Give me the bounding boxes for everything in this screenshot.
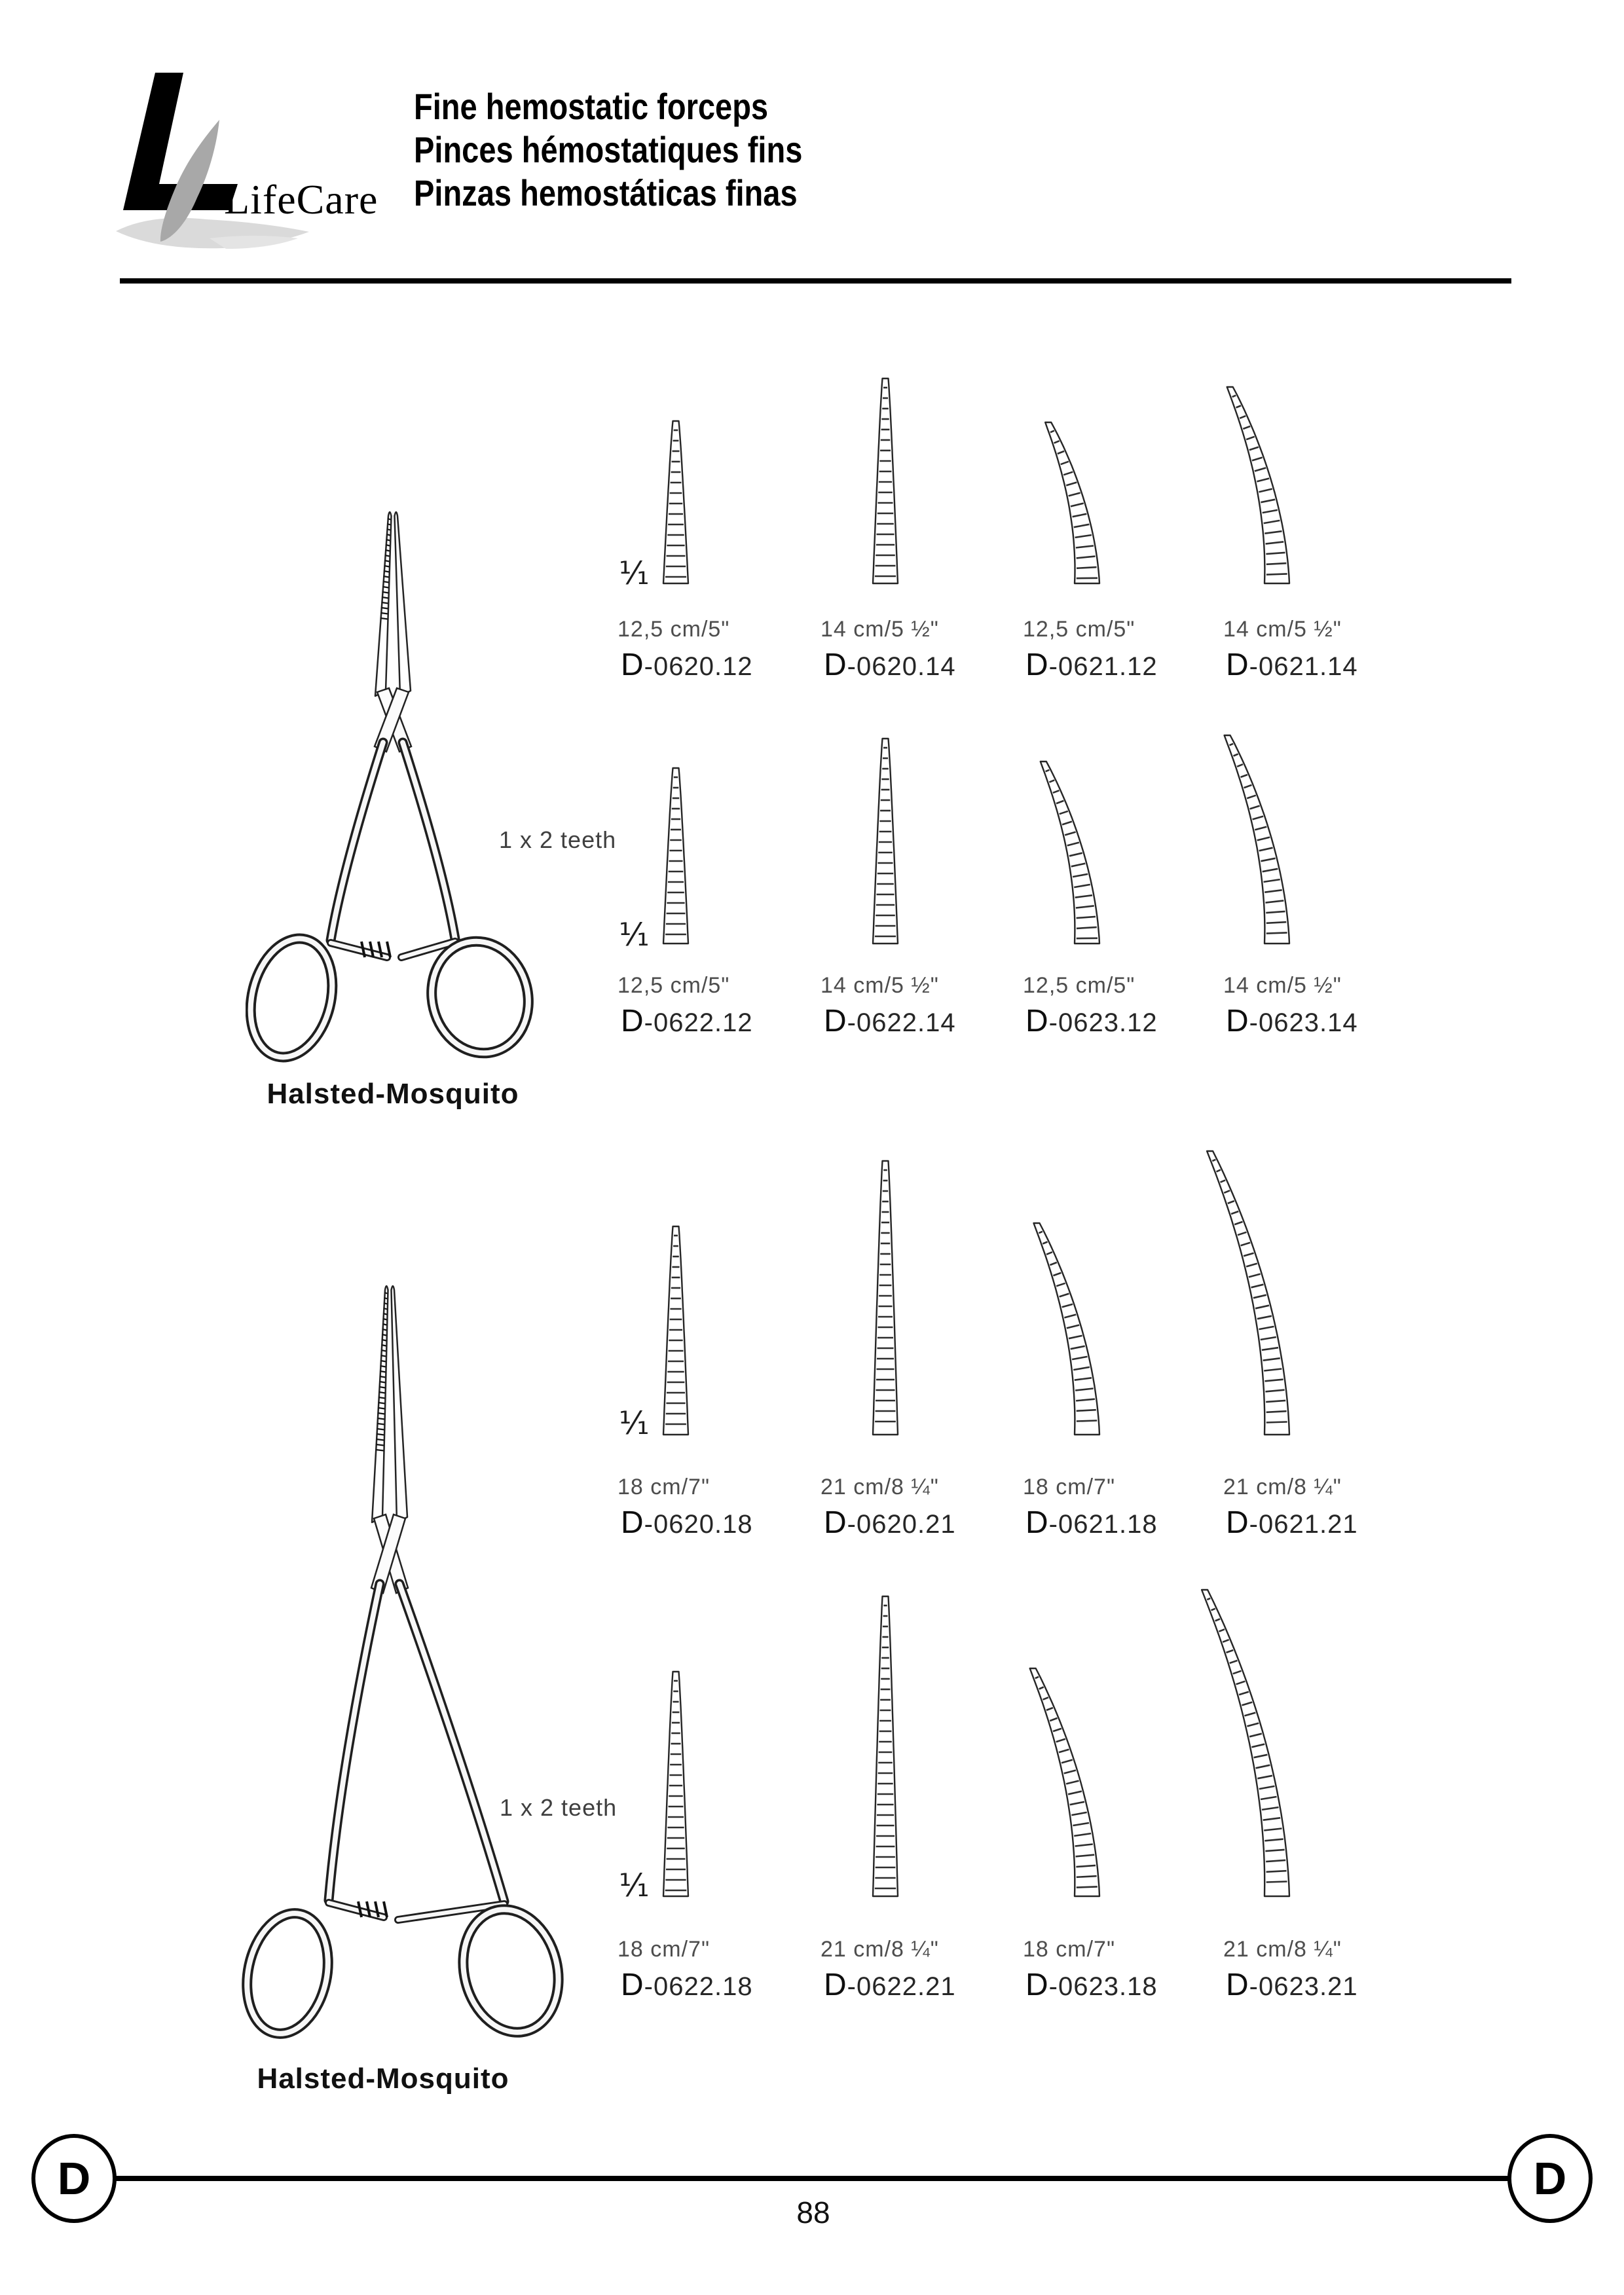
catalog-number-prefix: D [824, 1968, 847, 2002]
jaw-tip-illustration [1200, 1146, 1314, 1441]
catalog-number [1025, 1505, 1158, 1541]
catalog-number-prefix: D [1226, 1505, 1249, 1540]
catalog-number-rest: -0620.14 [847, 652, 956, 681]
catalog-number [1025, 1967, 1158, 2003]
jaw-tip-illustration [1200, 730, 1314, 949]
jaw-tip-illustration [599, 1666, 713, 1902]
catalog-number-rest: -0623.18 [1048, 1972, 1158, 2001]
catalog-number-prefix: D [621, 1004, 644, 1038]
jaw-tip-illustration [1200, 382, 1314, 589]
catalog-number-prefix: D [1025, 1505, 1049, 1540]
size-label: 21 cm/8 ¼" [1223, 1475, 1342, 1499]
catalog-number [621, 1967, 753, 2003]
jaw-tip-illustration [808, 1156, 923, 1441]
jaw-tip-illustration [1010, 1218, 1124, 1441]
halsted-mosquito-forceps-illustration [241, 1278, 568, 2051]
catalog-number [1226, 647, 1358, 683]
catalog-number [1025, 647, 1158, 683]
section-tab-right: D [1507, 2134, 1593, 2223]
catalog-number-rest: -0623.12 [1048, 1008, 1158, 1037]
header-rule [120, 278, 1511, 284]
scale-1-1-marker: ¹⁄₁ [619, 1405, 650, 1442]
catalog-number-prefix: D [621, 648, 644, 682]
catalog-number-rest: -0622.21 [847, 1972, 956, 2001]
catalog-number [1025, 1003, 1158, 1039]
brand-name: LifeCare [224, 176, 378, 223]
size-label: 14 cm/5 ½" [1223, 973, 1342, 998]
jaw-tip-illustration [1010, 1663, 1124, 1902]
instrument-name: Halsted-Mosquito [257, 2063, 509, 2095]
catalog-number-rest: -0622.18 [644, 1972, 753, 2001]
size-label: 21 cm/8 ¼" [1223, 1937, 1342, 1962]
size-label: 14 cm/5 ½" [821, 617, 939, 642]
catalog-number-rest: -0620.12 [644, 652, 753, 681]
size-label: 18 cm/7" [1023, 1475, 1116, 1499]
catalog-number [621, 1505, 753, 1541]
catalog-number-rest: -0622.14 [847, 1008, 956, 1037]
catalog-number-prefix: D [1226, 1004, 1249, 1038]
size-label: 18 cm/7" [1023, 1937, 1116, 1962]
catalog-number-rest: -0620.21 [847, 1510, 956, 1539]
catalog-number-rest: -0621.21 [1249, 1510, 1358, 1539]
teeth-feature-label: 1 x 2 teeth [499, 826, 617, 853]
scale-1-1-marker: ¹⁄₁ [619, 917, 650, 953]
size-label: 12,5 cm/5" [1023, 973, 1135, 998]
catalog-number-rest: -0620.18 [644, 1510, 753, 1539]
page-title-spanish: Pinzas hemostáticas finas [414, 172, 798, 213]
catalog-number [621, 647, 753, 683]
catalog-number-prefix: D [824, 1004, 847, 1038]
catalog-number-prefix: D [1226, 1968, 1249, 2002]
size-label: 18 cm/7" [618, 1937, 710, 1962]
catalog-number-rest: -0622.12 [644, 1008, 753, 1037]
size-label: 12,5 cm/5" [618, 973, 730, 998]
size-label: 21 cm/8 ¼" [821, 1475, 939, 1499]
jaw-tip-illustration [1200, 1585, 1314, 1902]
size-label: 18 cm/7" [618, 1475, 710, 1499]
catalog-number [1226, 1003, 1358, 1039]
jaw-tip-illustration [808, 1591, 923, 1902]
catalog-number-prefix: D [1025, 648, 1049, 682]
size-label: 14 cm/5 ½" [1223, 617, 1342, 642]
catalog-number-prefix: D [621, 1968, 644, 2002]
catalog-number-rest: -0621.12 [1048, 652, 1158, 681]
catalog-number-prefix: D [1226, 648, 1249, 682]
size-label: 12,5 cm/5" [1023, 617, 1135, 642]
catalog-number [621, 1003, 753, 1039]
footer-rule [111, 2176, 1513, 2181]
catalog-number-prefix: D [824, 648, 847, 682]
catalog-number-prefix: D [1025, 1004, 1049, 1038]
halsted-mosquito-forceps-illustration [246, 504, 540, 1110]
catalog-number-prefix: D [621, 1505, 644, 1540]
jaw-tip-illustration [599, 763, 713, 949]
page-title-english: Fine hemostatic forceps [414, 86, 769, 127]
scale-1-1-marker: ¹⁄₁ [619, 1867, 650, 1904]
size-label: 12,5 cm/5" [618, 617, 730, 642]
catalog-number [1226, 1505, 1358, 1541]
page-number: 88 [796, 2195, 830, 2230]
size-label: 21 cm/8 ¼" [821, 1937, 939, 1962]
jaw-tip-illustration [599, 1221, 713, 1441]
catalog-number-rest: -0621.18 [1048, 1510, 1158, 1539]
size-label: 14 cm/5 ½" [821, 973, 939, 998]
jaw-tip-illustration [599, 416, 713, 589]
catalog-number-prefix: D [824, 1505, 847, 1540]
scale-1-1-marker: ¹⁄₁ [619, 555, 650, 592]
catalog-number-prefix: D [1025, 1968, 1049, 2002]
catalog-number [824, 1505, 956, 1541]
catalog-number-rest: -0621.14 [1249, 652, 1358, 681]
catalog-number [824, 1003, 956, 1039]
jaw-tip-illustration [808, 733, 923, 949]
catalog-number-rest: -0623.14 [1249, 1008, 1358, 1037]
jaw-tip-illustration [1010, 417, 1124, 589]
teeth-feature-label: 1 x 2 teeth [500, 1794, 618, 1821]
lifecare-logo-icon [111, 58, 386, 274]
jaw-tip-illustration [808, 373, 923, 589]
catalog-number [1226, 1967, 1358, 2003]
jaw-tip-illustration [1010, 756, 1124, 949]
catalog-number [824, 1967, 956, 2003]
section-tab-left: D [31, 2134, 117, 2223]
instrument-name: Halsted-Mosquito [267, 1078, 519, 1110]
catalog-number-rest: -0623.21 [1249, 1972, 1358, 2001]
page-title-french: Pinces hémostatiques fins [414, 129, 803, 170]
catalog-number [824, 647, 956, 683]
